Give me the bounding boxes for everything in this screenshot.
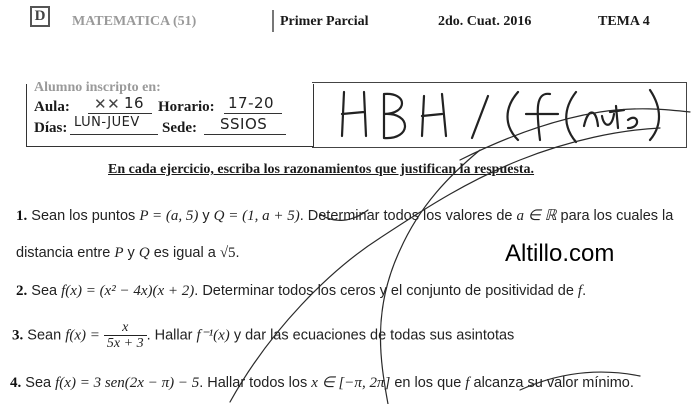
aula-field xyxy=(88,95,152,114)
sede-field xyxy=(204,116,286,135)
exercise-1-p: P xyxy=(114,245,124,261)
exercise-1-number: 1. xyxy=(16,208,28,224)
exercise-4-f: f xyxy=(465,375,470,391)
exercise-3-denominator: 5x + 3 xyxy=(106,336,144,351)
exercise-3-inverse: f⁻¹(x) xyxy=(196,327,230,344)
exam-period: 2do. Cuat. 2016 xyxy=(438,14,532,29)
exercise-2-end: . xyxy=(582,283,587,299)
exercise-1-line2-a: distancia entre xyxy=(16,245,111,261)
exercise-2-function: f(x) = (x² − 4x)(x + 2) xyxy=(61,283,195,299)
exercise-1-q: Q xyxy=(138,245,150,261)
exercise-2-f: f xyxy=(577,283,583,299)
exercise-1-p-def: P = (a, 5) xyxy=(139,208,199,224)
exercise-3-text-b: . Hallar xyxy=(146,327,193,344)
horario-field xyxy=(224,95,282,114)
instructions-text: En cada ejercicio, escriba los razonamientos que justifican la respuesta. xyxy=(108,162,535,177)
subject-title: MATEMATICA (51) xyxy=(72,14,197,29)
exercise-4-text-b: . Hallar todos los xyxy=(199,375,308,391)
exercise-1-text-a: Sean los puntos xyxy=(31,208,136,224)
exercise-2-number: 2. xyxy=(16,283,28,299)
sede-label: Sede: xyxy=(162,120,197,136)
student-box-title: Alumno inscripto en: xyxy=(34,80,161,95)
exercise-4-text-c: en los que xyxy=(394,375,462,391)
aula-label: Aula: xyxy=(34,99,70,115)
horario-value: 17-20 xyxy=(228,94,275,112)
exam-title: Primer Parcial xyxy=(280,14,369,29)
exercise-1-line2-b: es igual a xyxy=(153,245,216,261)
exercise-1-end: . xyxy=(235,245,240,261)
exercise-1-text-c: para los cuales la xyxy=(560,208,674,224)
exercise-3-text-a: Sean xyxy=(27,327,62,344)
exercise-4-number: 4. xyxy=(10,375,22,391)
aula-crossout: ✕✕ xyxy=(94,95,121,113)
exercise-3 xyxy=(12,320,514,351)
exercise-1-y: y xyxy=(202,208,210,224)
exercise-4-text-d: alcanza su valor mínimo. xyxy=(473,375,634,391)
exercise-1-q-def: Q = (1, a + 5) xyxy=(213,208,300,224)
exercise-3-fraction xyxy=(104,320,147,351)
aula-value: 16 xyxy=(124,94,145,112)
exercise-4-function: f(x) = 3 sen(2x − π) − 5 xyxy=(55,375,200,391)
exercise-3-numerator: x xyxy=(104,320,147,336)
exercise-1-text-b: . Determinar todos los valores de xyxy=(299,208,513,224)
exercise-1-line-2 xyxy=(16,245,240,262)
exercise-3-func-lhs: f(x) = xyxy=(65,327,100,344)
header-divider xyxy=(272,10,274,32)
horario-label: Horario: xyxy=(158,99,215,115)
exercise-4 xyxy=(10,373,634,392)
sede-value: SSIOS xyxy=(220,115,268,133)
exercise-2 xyxy=(16,283,586,300)
exercise-4-text-a: Sea xyxy=(25,375,52,391)
exercise-1-y2: y xyxy=(127,245,135,261)
watermark-text: Altillo.com xyxy=(505,240,615,267)
exercise-1-line-1 xyxy=(16,206,673,225)
grades-handwriting xyxy=(312,78,692,150)
exercise-3-number: 3. xyxy=(12,327,24,344)
exercise-2-text-a: Sea xyxy=(31,283,58,299)
exercise-2-text-b: . Determinar todos los ceros y el conjunto de positividad de xyxy=(194,283,574,299)
exercise-4-domain: x ∈ [−π, 2π] xyxy=(311,375,391,391)
dias-field xyxy=(70,116,158,135)
dias-value: LUN-JUEV xyxy=(74,115,140,130)
tema-number: TEMA 4 xyxy=(598,14,650,29)
exercise-1-sqrt5: √5 xyxy=(219,245,236,261)
tema-letter-box: D xyxy=(30,6,50,27)
exercise-3-text-c: y dar las ecuaciones de todas sus asintotas xyxy=(233,327,515,344)
exercise-1-a-in-r: a ∈ ℝ xyxy=(516,208,557,224)
dias-label: Días: xyxy=(34,120,68,136)
